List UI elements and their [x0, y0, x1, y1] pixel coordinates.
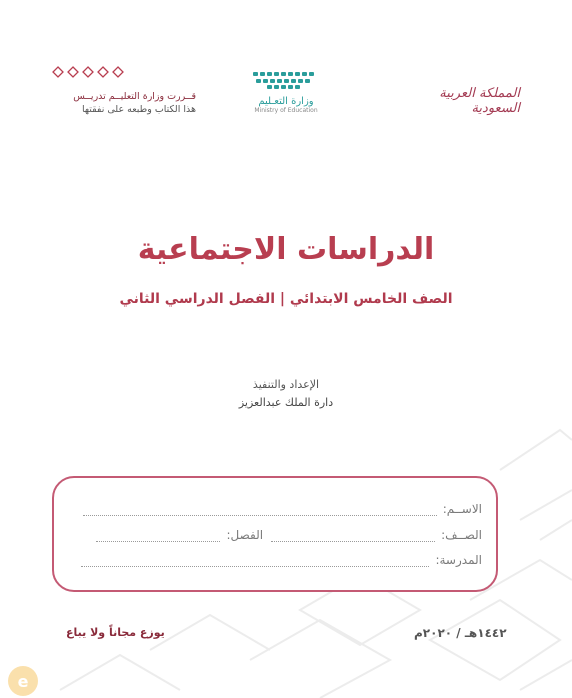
kingdom-logo: [410, 86, 520, 116]
decree-line-2: هذا الكتاب وطبعه على نفقتها: [81, 104, 196, 115]
decorative-diamonds: [52, 66, 124, 78]
decree-text: [44, 90, 196, 116]
ministry-name-ar: وزارة التعـليم: [258, 96, 314, 107]
kingdom-name: المملكة العربية السعودية: [439, 86, 520, 116]
decree-line-1: قــررت وزارة التعليــم تدريــس: [73, 91, 196, 102]
student-info-box: [52, 476, 498, 592]
diamond-icon: [97, 66, 109, 78]
preparation-org: دارة الملك عبدالعزيز: [238, 396, 334, 409]
section-label: الفصل:: [226, 528, 264, 542]
grade-field[interactable]: [271, 531, 435, 542]
section-field[interactable]: [96, 531, 220, 542]
grade-label: الصــف:: [441, 528, 482, 542]
book-title: الدراسات الاجتماعية: [137, 232, 435, 267]
preparation-label: الإعداد والتنفيذ: [252, 378, 320, 391]
ministry-dots-icon: [251, 70, 321, 90]
diamond-icon: [82, 66, 94, 78]
name-row: [66, 502, 482, 516]
ministry-logo: [246, 70, 326, 114]
book-subtitle: الصف الخامس الابتدائي | الفصل الدراسي الثاني: [119, 291, 453, 307]
school-row: [66, 553, 482, 567]
free-distribution-note: يوزع مجاناً ولا يباع: [66, 626, 165, 639]
name-label: الاســم:: [442, 502, 482, 516]
corner-logo-icon: e: [8, 666, 38, 696]
school-label: المدرسة:: [435, 553, 482, 567]
school-field[interactable]: [81, 556, 429, 567]
diamond-icon: [112, 66, 124, 78]
diamond-icon: [52, 66, 64, 78]
edition-year: ١٤٤٢هـ / ٢٠٢٠م: [414, 626, 507, 640]
name-field[interactable]: [83, 505, 437, 516]
ministry-name-en: Ministry of Education: [254, 107, 318, 114]
grade-row: [66, 528, 482, 542]
diamond-icon: [67, 66, 79, 78]
